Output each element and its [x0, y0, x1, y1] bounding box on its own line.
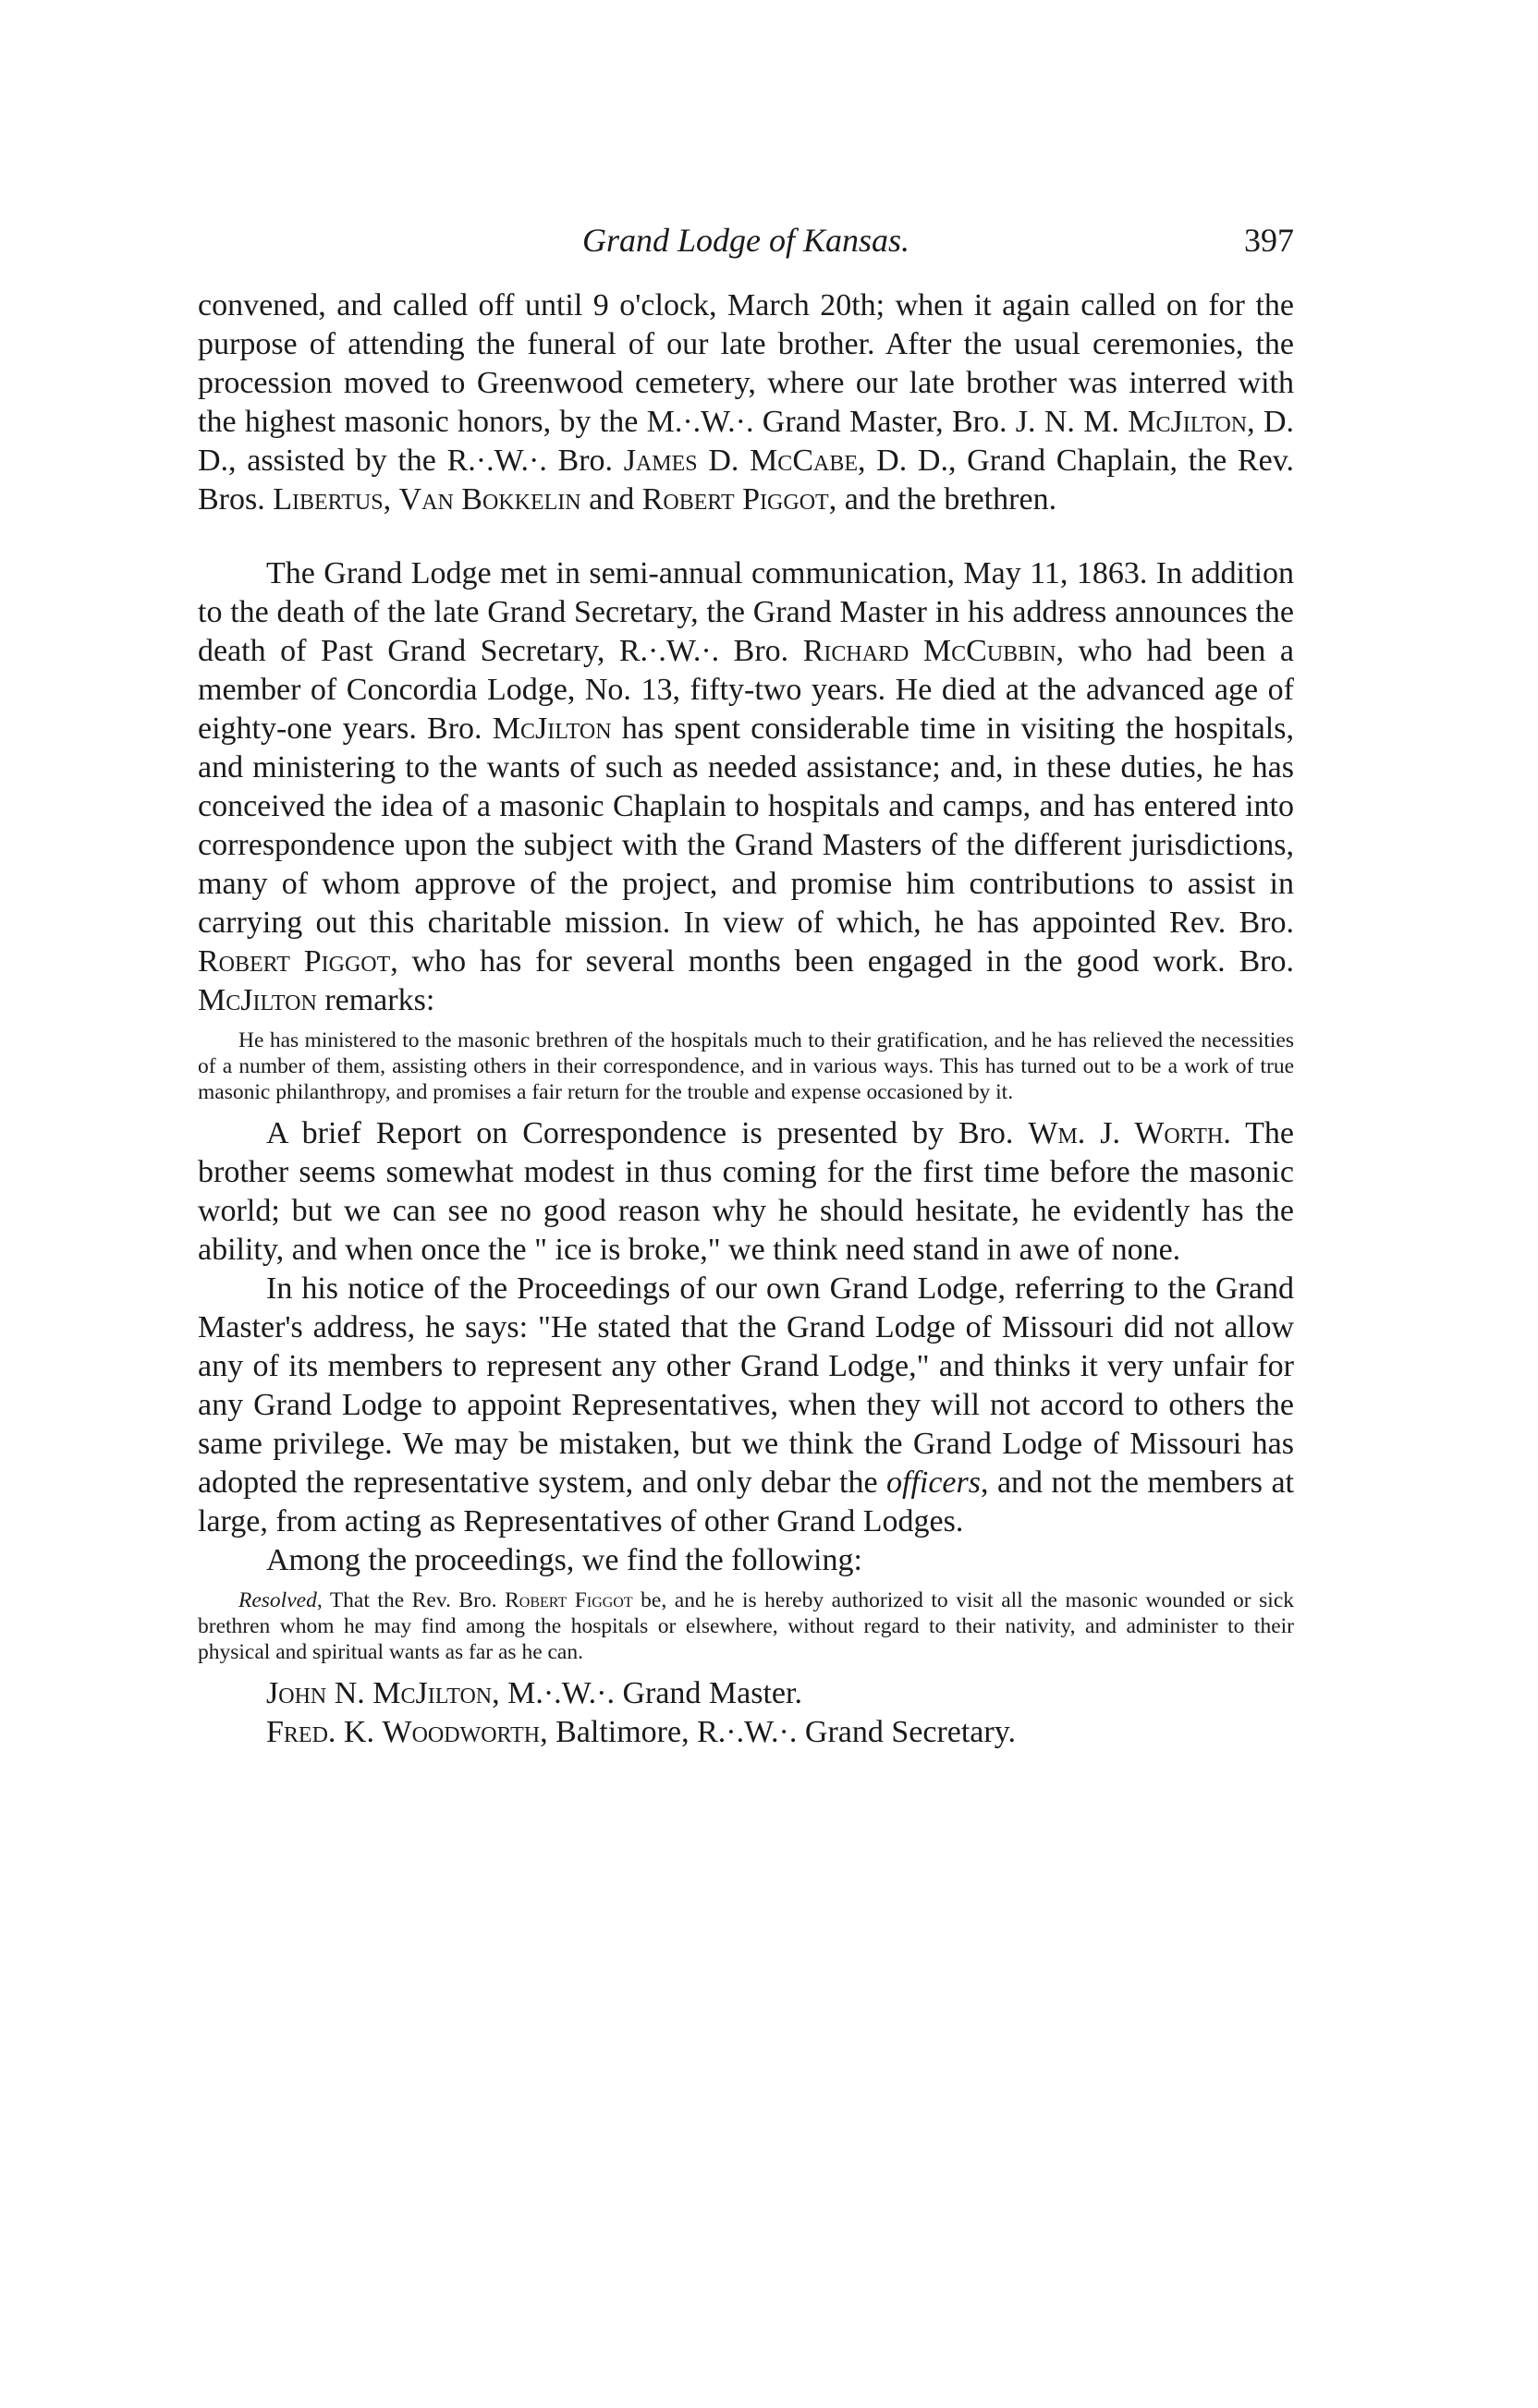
paragraph-correspondence-report	[198, 1114, 1294, 1270]
body-text	[198, 286, 1294, 1752]
paragraph-among-proceedings: Among the proceedings, we find the following:	[266, 1543, 862, 1577]
name-run: John	[266, 1676, 327, 1710]
name-run: Libertus	[273, 482, 384, 517]
text-run: . K.	[327, 1715, 383, 1749]
text-run: , M.·.W.·. Grand Master.	[492, 1676, 802, 1710]
text-run: N.	[326, 1676, 373, 1710]
text-run: be, and he is hereby authorized to visit all the masonic wounded or sick brethren whom he may find among the hospitals or elsewhere, without regard to their nativity, and administer to their physical and spiritual wants as far as he can.	[198, 1588, 1295, 1664]
name-run: Richard McCubbin	[802, 634, 1056, 668]
name-run: Woodworth	[382, 1715, 541, 1749]
name-run: McJilton	[492, 711, 612, 746]
name-run: McJilton	[372, 1676, 493, 1710]
running-title: Grand Lodge of Kansas.	[581, 222, 910, 259]
document-page	[198, 218, 1294, 1752]
name-run: Robert Piggot	[641, 482, 829, 517]
text-run: , and the brethren.	[828, 482, 1057, 517]
text-run: , and not the members at large, from acting as Representatives of other Grand Lodges.	[198, 1465, 1294, 1538]
paragraph-proceedings-notice	[198, 1270, 1294, 1541]
text-run: A brief Report on Correspondence is presented by Bro.	[266, 1116, 1029, 1150]
name-run: McJilton	[198, 983, 317, 1017]
text-run: ,	[383, 482, 399, 517]
text-run: In his notice of the Proceedings of our own Grand Lodge, referring to the Grand Master's address, he says: "He stated that the Grand Lodge of Missouri did not allow any of its members to represent any other Grand Lodge," and thinks it very unfair for any Grand Lodge to appoint Representatives, when they will not accord to others the same privilege. We may be mistaken, but we think the Grand Lodge of Missouri has adopted the representative system, and only debar the	[198, 1271, 1294, 1500]
text-run: , who had been a member of Concordia Lodge, No. 13, fifty-two years. He died at the advanced age of eighty-one years. Bro.	[198, 634, 1295, 746]
text-run: and	[580, 482, 642, 517]
page-number: 397	[1244, 222, 1294, 259]
name-run: McCabe	[750, 444, 858, 478]
text-run: , D. D., assisted by the R.·.W.·. Bro.	[198, 405, 1294, 478]
emphasis-run: Resolved	[238, 1588, 317, 1612]
text-run: , D. D., Grand Chaplain, the Rev. Bros.	[198, 444, 1294, 517]
paragraph-funeral	[198, 286, 1294, 519]
running-head	[198, 218, 1294, 262]
name-run: McJilton	[1128, 405, 1248, 439]
text-run: has spent considerable time in visiting the hospitals, and ministering to the wants of such as needed assistance; and, in these duties, he has conceived the idea of a masonic Chaplain to hospitals and camps, and has entered into correspondence upon the subject with the Grand Masters of the different jurisdictions, many of whom approve of the project, and promise him contributions to assist in carrying out this charitable mission. In view of which, he has appointed Rev. Bro.	[198, 711, 1294, 940]
quotation-resolution	[198, 1587, 1294, 1665]
signature-grand-secretary	[198, 1713, 1294, 1752]
text-run: The Grand Lodge met in semi-annual communication, May 11, 1863. In addition to the death of the late Grand Secretary, the Grand Master in his address announces the death of Past Grand Secretary, R.·.W.·. Bro.	[198, 556, 1294, 668]
text-run: , Baltimore, R.·.W.·. Grand Secretary.	[540, 1715, 1017, 1749]
text-run: D.	[697, 444, 751, 478]
name-run: James	[623, 444, 698, 478]
name-run: Fred	[266, 1715, 328, 1749]
name-run: Robert Figgot	[505, 1588, 633, 1612]
text-run: , That the Rev. Bro.	[316, 1588, 506, 1612]
signature-grand-master	[198, 1674, 1294, 1713]
text-run: , who has for several months been engaged in the good work. Bro.	[390, 944, 1294, 979]
name-run: Van Bokkelin	[398, 482, 581, 517]
text-run: remarks:	[316, 983, 435, 1017]
name-run: Robert Piggot	[198, 944, 391, 979]
text-run: convened, and called off until 9 o'clock, March 20th; when it again called on for the purpose of attending the funeral of our late brother. After the usual ceremonies, the procession moved to Greenwood cemetery, where our late brother was interred with the highest masonic honors, by the M.·.W.·. Grand Master, Bro. J. N. M.	[198, 288, 1294, 439]
quotation-remarks: He has ministered to the masonic brethren of the hospitals much to their gratification, and he has relieved the necessities of a number of them, assisting others in their correspondence, and in various ways. This has turned out to be a work of true masonic philanthropy, and promises a fair return for the trouble and expense occasioned by it.	[198, 1028, 1294, 1104]
name-run: Wm. J. Worth	[1028, 1116, 1224, 1150]
emphasis-run: officers	[886, 1465, 981, 1500]
paragraph-semi-annual	[198, 554, 1294, 1020]
text-run: . The brother seems somewhat modest in thus coming for the first time before the masonic world; but we can see no good reason why he should hesitate, he evidently has the ability, and when once the " ice is broke," we think need stand in awe of none.	[198, 1116, 1295, 1267]
